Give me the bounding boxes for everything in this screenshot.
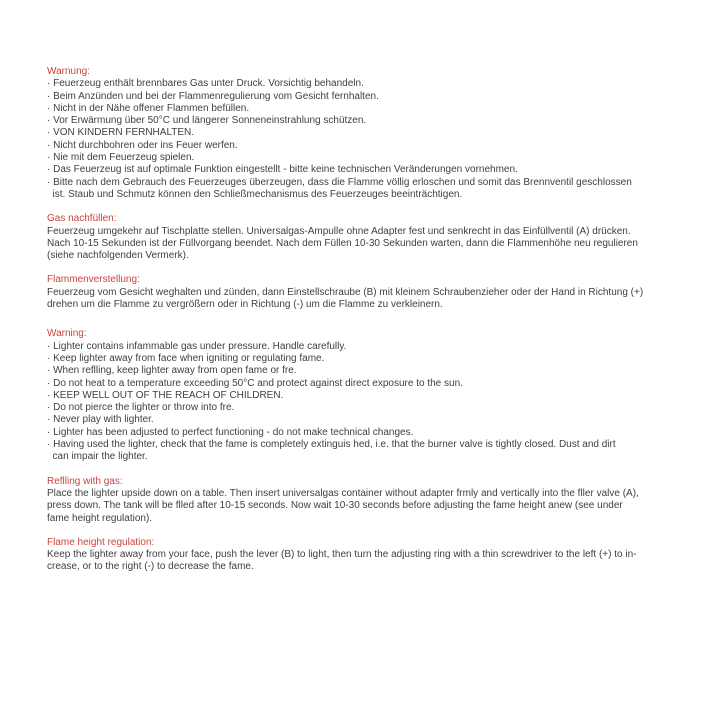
text-line: ist. Staub und Schmutz können den Schließmechanismus des Feuerzeuges beeinträchtigen.: [47, 188, 463, 200]
text-line: · Nicht durchbohren oder ins Feuer werfen.: [47, 139, 238, 151]
section-3: [47, 274, 684, 311]
section-heading: Warnung:: [47, 66, 90, 77]
section-heading: Reflling with gas:: [47, 475, 123, 487]
text-line: · Lighter has been adjusted to perfect functioning - do not make technical changes.: [47, 426, 414, 438]
text-line: · Nicht in der Nähe offener Flammen befüllen.: [47, 102, 250, 114]
text-line: press down. The tank will be flled after 10-15 seconds. Now wait 10-30 seconds before adjusting the fame height anew (see under: [47, 500, 623, 512]
text-line: drehen um die Flamme zu vergrößern oder in Richtung (-) um die Flamme zu verkleinern.: [47, 299, 443, 311]
section-2: [47, 213, 684, 262]
text-line: fame height regulation).: [47, 512, 153, 524]
text-line: · Das Feuerzeug ist auf optimale Funktion eingestellt - bitte keine technischen Veränderungen vornehmen.: [47, 164, 518, 176]
section-5: [47, 476, 684, 525]
text-line: Feuerzeug umgekehr auf Tischplatte stellen. Universalgas-Ampulle ohne Adapter fest und senkrecht in das Einfüllventil (A) drücken.: [47, 225, 631, 237]
text-line: · Vor Erwärmung über 50°C und längerer Sonneneinstrahlung schützen.: [47, 115, 367, 127]
text-line: · VON KINDERN FERNHALTEN.: [47, 127, 195, 139]
text-line: Place the lighter upside down on a table. Then insert universalgas container without adapter frmly and vertically into the fller valve (A),: [47, 487, 639, 499]
text-line: · Never play with lighter.: [47, 414, 154, 426]
text-line: Feuerzeug vom Gesicht weghalten und zünden, dann Einstellschraube (B) mit kleinem Schraubenzieher oder der Hand in Richtung (+): [47, 286, 644, 298]
section-heading: Flame height regulation:: [47, 536, 155, 548]
section-4: [47, 328, 684, 463]
text-line: · Keep lighter away from face when igniting or regulating fame.: [47, 352, 325, 364]
text-line: crease, or to the right (-) to decrease the fame.: [47, 561, 254, 573]
text-line: can impair the lighter.: [47, 451, 148, 463]
text-line: Keep the lighter away from your face, push the lever (B) to light, then turn the adjusting ring with a thin screwdriver to the left (+) to in-: [47, 549, 637, 561]
text-line: · Do not pierce the lighter or throw into fre.: [47, 402, 235, 414]
text-line: Nach 10-15 Sekunden ist der Füllvorgang beendet. Nach dem Füllen 10-30 Sekunden warten, dann die Flammenhöhe neu regulieren: [47, 237, 638, 249]
text-line: · Do not heat to a temperature exceeding 50°C and protect against direct exposure to the sun.: [47, 377, 463, 389]
section-1: [47, 66, 684, 201]
sections-container: [47, 66, 684, 586]
text-line: · Feuerzeug enthält brennbares Gas unter Druck. Vorsichtig behandeln.: [47, 78, 364, 90]
text-line: (siehe nachfolgenden Vermerk).: [47, 250, 189, 262]
section-heading: Flammenverstellung:: [47, 274, 140, 286]
section-6: [47, 537, 684, 574]
section-heading: Gas nachfüllen:: [47, 213, 117, 225]
text-line: · KEEP WELL OUT OF THE REACH OF CHILDREN.: [47, 389, 284, 401]
text-line: · Having used the lighter, check that the fame is completely extinguis hed, i.e. that the burner valve is tightly closed. Dust and dirt: [47, 439, 616, 451]
section-heading: Warning:: [47, 328, 87, 340]
text-line: · Bitte nach dem Gebrauch des Feuerzeuges überzeugen, dass die Flamme völlig erloschen und somit das Brennventil geschlossen: [47, 176, 632, 188]
text-line: · When reflling, keep lighter away from open fame or fre.: [47, 365, 297, 377]
text-line: · Beim Anzünden und bei der Flammenregulierung vom Gesicht fernhalten.: [47, 90, 379, 102]
text-line: · Nie mit dem Feuerzeug spielen.: [47, 152, 195, 164]
text-line: · Lighter contains infammable gas under pressure. Handle carefully.: [47, 340, 347, 352]
